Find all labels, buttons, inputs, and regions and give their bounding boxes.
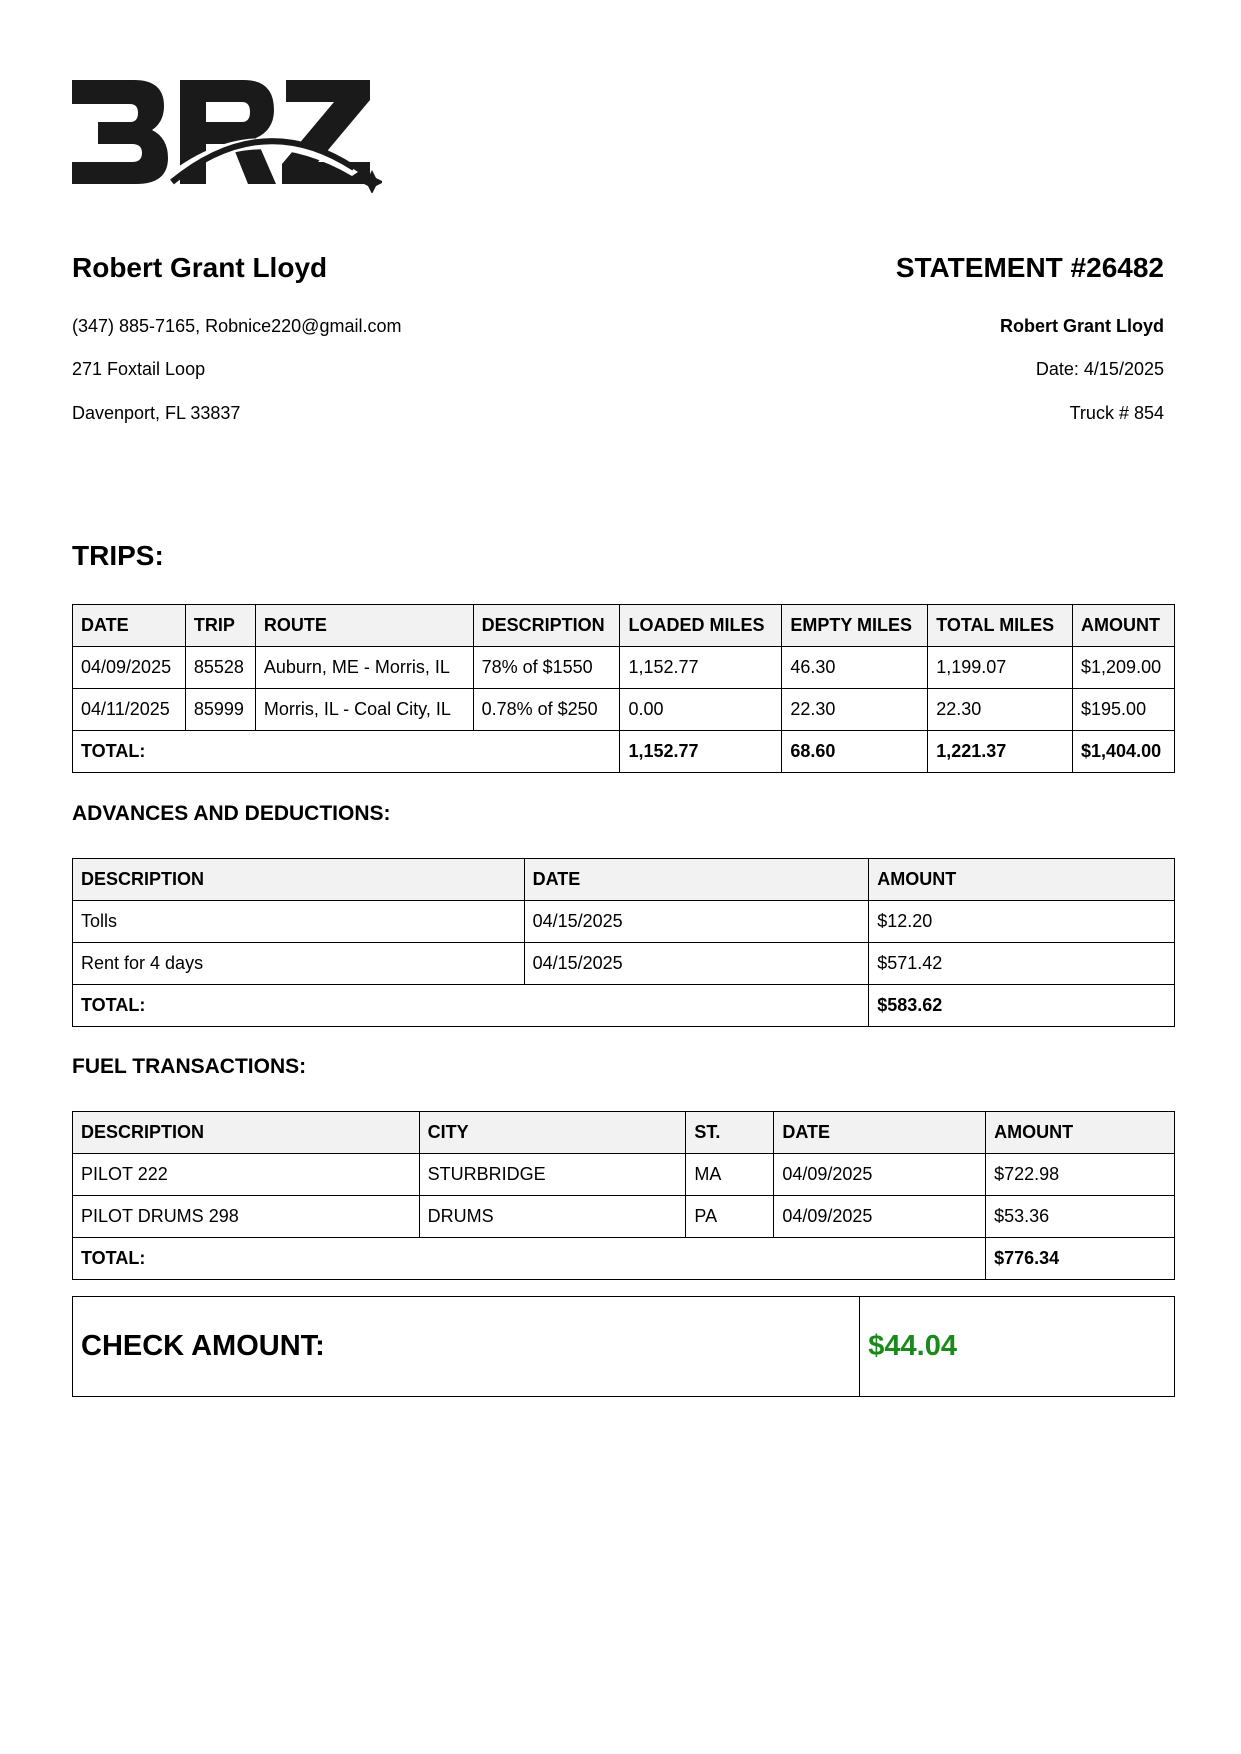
trip-description: 0.78% of $250: [473, 689, 620, 731]
trip-empty-miles: 22.30: [782, 689, 928, 731]
trips-total-amount: $1,404.00: [1073, 731, 1175, 773]
advances-header-amount: AMOUNT: [869, 859, 1175, 901]
statement-truck: Truck # 854: [1069, 403, 1164, 423]
company-logo: [72, 78, 382, 193]
advances-header-row: [73, 859, 1175, 901]
table-row: [73, 901, 1175, 943]
fuel-header-description: DESCRIPTION: [73, 1112, 420, 1154]
trip-number: 85528: [185, 647, 255, 689]
advances-header-description: DESCRIPTION: [73, 859, 525, 901]
advances-total-label: TOTAL:: [73, 985, 869, 1027]
advance-description: Rent for 4 days: [73, 943, 525, 985]
trips-header-total-miles: TOTAL MILES: [928, 605, 1073, 647]
trip-amount: $1,209.00: [1073, 647, 1175, 689]
trip-loaded-miles: 1,152.77: [620, 647, 782, 689]
fuel-header-city: CITY: [419, 1112, 686, 1154]
fuel-header-row: [73, 1112, 1175, 1154]
brz-logo-icon: [72, 78, 382, 193]
trip-date: 04/11/2025: [73, 689, 186, 731]
trips-table: [72, 604, 1175, 773]
table-row: [73, 1196, 1175, 1238]
table-row: [73, 1154, 1175, 1196]
check-amount-label: CHECK AMOUNT:: [73, 1297, 860, 1397]
fuel-total-amount: $776.34: [986, 1238, 1175, 1280]
trip-number: 85999: [185, 689, 255, 731]
fuel-header-date: DATE: [774, 1112, 986, 1154]
advance-description: Tolls: [73, 901, 525, 943]
trips-header-description: DESCRIPTION: [473, 605, 620, 647]
trip-description: 78% of $1550: [473, 647, 620, 689]
trip-date: 04/09/2025: [73, 647, 186, 689]
trip-total-miles: 1,199.07: [928, 647, 1073, 689]
fuel-city: STURBRIDGE: [419, 1154, 686, 1196]
advance-amount: $571.42: [869, 943, 1175, 985]
fuel-table: [72, 1111, 1175, 1280]
fuel-amount: $53.36: [986, 1196, 1175, 1238]
statement-date: Date: 4/15/2025: [1035, 359, 1164, 379]
driver-contact: (347) 885-7165, Robnice220@gmail.com: [72, 316, 402, 336]
fuel-total-row: [73, 1238, 1175, 1280]
trips-header-date: DATE: [73, 605, 186, 647]
trip-route: Morris, IL - Coal City, IL: [255, 689, 473, 731]
trip-total-miles: 22.30: [928, 689, 1073, 731]
fuel-header-state: ST.: [686, 1112, 774, 1154]
fuel-header-amount: AMOUNT: [986, 1112, 1175, 1154]
table-row: [73, 943, 1175, 985]
advances-table: [72, 858, 1175, 1027]
advances-total-row: [73, 985, 1175, 1027]
fuel-date: 04/09/2025: [774, 1196, 986, 1238]
trip-loaded-miles: 0.00: [620, 689, 782, 731]
advances-title: ADVANCES AND DEDUCTIONS:: [72, 802, 391, 825]
trips-total-label: TOTAL:: [73, 731, 620, 773]
trips-total-loaded: 1,152.77: [620, 731, 782, 773]
advances-header-date: DATE: [524, 859, 869, 901]
trips-header-loaded-miles: LOADED MILES: [620, 605, 782, 647]
trips-header-empty-miles: EMPTY MILES: [782, 605, 928, 647]
driver-address-line1: 271 Foxtail Loop: [72, 359, 206, 379]
trip-amount: $195.00: [1073, 689, 1175, 731]
trip-empty-miles: 46.30: [782, 647, 928, 689]
trips-header-route: ROUTE: [255, 605, 473, 647]
fuel-date: 04/09/2025: [774, 1154, 986, 1196]
fuel-total-label: TOTAL:: [73, 1238, 986, 1280]
fuel-title: FUEL TRANSACTIONS:: [72, 1055, 307, 1078]
fuel-state: MA: [686, 1154, 774, 1196]
advances-total-amount: $583.62: [869, 985, 1175, 1027]
trips-total-row: [73, 731, 1175, 773]
driver-address-line2: Davenport, FL 33837: [72, 403, 241, 423]
fuel-amount: $722.98: [986, 1154, 1175, 1196]
check-amount-value: $44.04: [860, 1297, 1175, 1397]
trips-header-trip: TRIP: [185, 605, 255, 647]
advance-date: 04/15/2025: [524, 901, 869, 943]
trips-header-row: [73, 605, 1175, 647]
advance-amount: $12.20: [869, 901, 1175, 943]
advance-date: 04/15/2025: [524, 943, 869, 985]
statement-name: Robert Grant Lloyd: [999, 316, 1164, 336]
fuel-description: PILOT DRUMS 298: [73, 1196, 420, 1238]
check-amount-box: [72, 1296, 1175, 1397]
statement-title: STATEMENT #26482: [895, 252, 1164, 283]
table-row: [73, 647, 1175, 689]
trip-route: Auburn, ME - Morris, IL: [255, 647, 473, 689]
trips-total-miles: 1,221.37: [928, 731, 1073, 773]
fuel-state: PA: [686, 1196, 774, 1238]
fuel-city: DRUMS: [419, 1196, 686, 1238]
trips-total-empty: 68.60: [782, 731, 928, 773]
table-row: [73, 689, 1175, 731]
driver-name: Robert Grant Lloyd: [72, 252, 328, 283]
trips-header-amount: AMOUNT: [1073, 605, 1175, 647]
trips-title: TRIPS:: [72, 540, 164, 571]
fuel-description: PILOT 222: [73, 1154, 420, 1196]
